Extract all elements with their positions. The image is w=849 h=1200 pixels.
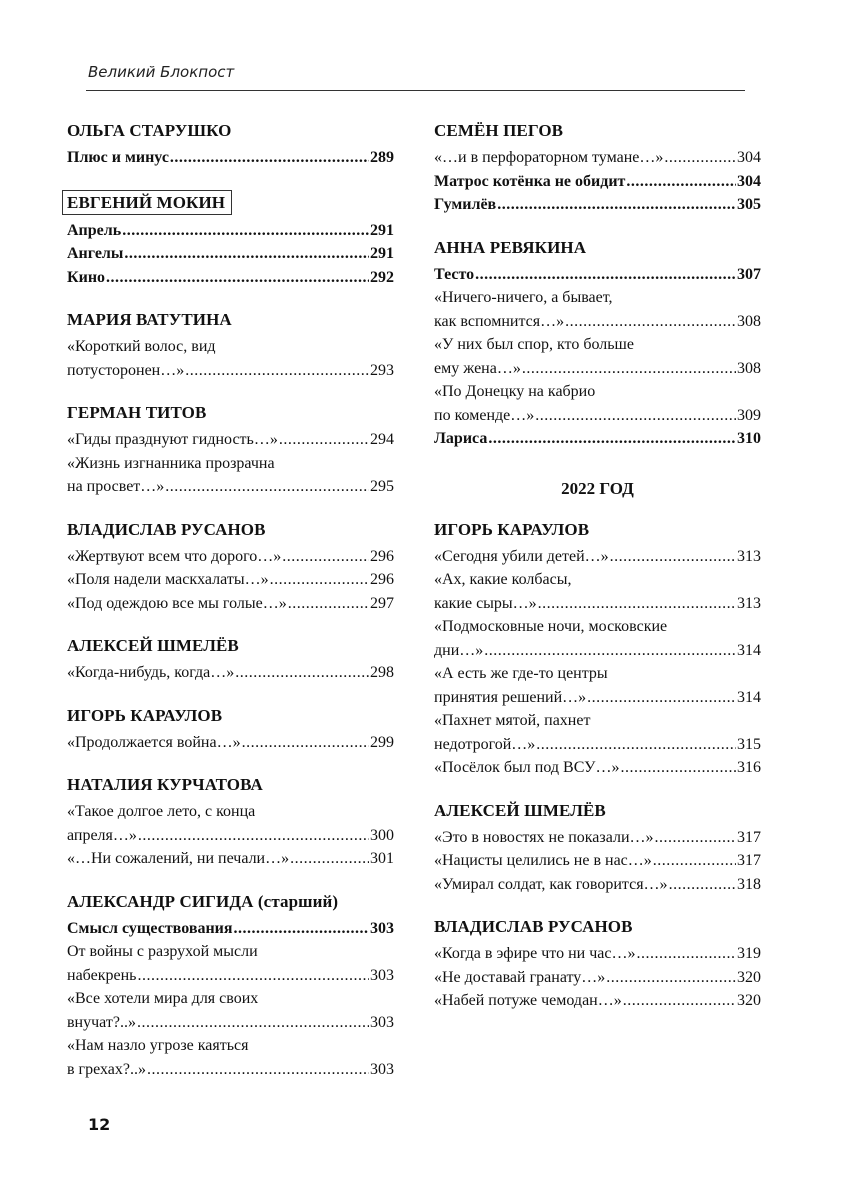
author-group: [434, 800, 761, 897]
author-name: ВЛАДИСЛАВ РУСАНОВ: [434, 917, 633, 936]
entry-title: Смысл существования: [67, 919, 233, 937]
toc-right-bottom-section: [434, 519, 761, 1013]
toc-entry[interactable]: [434, 193, 761, 217]
dot-leader: [522, 357, 736, 381]
dot-leader: [484, 639, 736, 663]
dot-leader: [475, 263, 736, 287]
entry-title: «Все хотели мира для своих: [67, 990, 259, 1007]
author-group: [434, 519, 761, 780]
entry-title: Плюс и минус: [67, 149, 169, 166]
toc-column-right: [434, 120, 761, 1033]
entry-page-number: 303: [370, 1060, 394, 1078]
entry-page-number: 317: [737, 852, 761, 869]
author-group: [67, 402, 394, 499]
entry-title: ему жена…»: [434, 359, 521, 377]
entry-title: как вспомнится…»: [434, 312, 565, 330]
entry-title: «Нацисты целились не в нас…»: [434, 852, 652, 869]
toc-entry[interactable]: [434, 545, 761, 569]
entry-title: дни…»: [434, 641, 484, 659]
author-name: АЛЕКСЕЙ ШМЕЛЁВ: [67, 636, 239, 655]
entry-page-number: 318: [737, 875, 761, 893]
entry-title: От войны с разрухой мысли: [67, 943, 258, 960]
entry-page-number: 319: [737, 945, 761, 962]
entry-page-number: 304: [737, 172, 761, 190]
author-group: [434, 120, 761, 217]
entry-title: потусторонен…»: [67, 361, 185, 379]
dot-leader: [623, 989, 736, 1013]
dot-leader: [610, 545, 736, 569]
entry-title: «А есть же где-то центры: [434, 665, 608, 682]
entry-title: «Ах, какие колбасы,: [434, 571, 572, 588]
author-name: ИГОРЬ КАРАУЛОВ: [67, 705, 223, 725]
author-name: ОЛЬГА СТАРУШКО: [67, 121, 232, 140]
author-name: АЛЕКСЕЙ ШМЕЛЁВ: [434, 800, 606, 820]
author-name: СЕМЁН ПЕГОВ: [434, 121, 564, 140]
author-name: ЕВГЕНИЙ МОКИН: [62, 190, 232, 215]
entry-page-number: 320: [737, 968, 761, 986]
entry-page-number: 313: [737, 594, 761, 612]
entry-title: «Продолжается война…»: [67, 733, 241, 751]
dot-leader: [185, 359, 369, 383]
toc-entry[interactable]: [67, 940, 394, 987]
entry-title: «…и в перфораторном тумане…»: [434, 149, 664, 166]
entry-page-number: 314: [737, 688, 761, 706]
dot-leader: [497, 193, 736, 217]
toc-entry[interactable]: [67, 428, 394, 452]
entry-page-number: 308: [737, 312, 761, 330]
entry-title: Кино: [67, 268, 106, 286]
dot-leader: [137, 964, 369, 988]
author-group: [67, 635, 394, 685]
entry-page-number: 295: [370, 478, 394, 495]
entry-page-number: 301: [370, 850, 394, 867]
entry-title: «По Донецку на кабрио: [434, 383, 596, 400]
toc-entry[interactable]: [434, 170, 761, 194]
dot-leader: [664, 146, 736, 170]
toc-entry[interactable]: [67, 987, 394, 1034]
dot-leader: [488, 427, 736, 451]
year-heading: 2022 ГОД: [561, 478, 634, 498]
entry-title: «Сегодня убили детей…»: [434, 547, 609, 565]
entry-title: «Это в новостях не показали…»: [434, 828, 654, 846]
toc-entry[interactable]: [434, 849, 761, 873]
entry-page-number: 296: [370, 547, 394, 565]
toc-entry[interactable]: [67, 146, 394, 170]
entry-title: Лариса: [434, 430, 488, 447]
dot-leader: [234, 917, 369, 941]
author-group: [67, 519, 394, 616]
entry-page-number: 303: [370, 966, 394, 984]
dot-leader: [279, 428, 369, 452]
author-name: АЛЕКСАНДР СИГИДА (старший): [67, 891, 339, 911]
entry-page-number: 289: [370, 149, 394, 166]
entry-page-number: 299: [370, 733, 394, 751]
author-group: [67, 309, 394, 382]
author-group: [434, 237, 761, 451]
author-group: [67, 190, 394, 290]
author-group: [67, 774, 394, 871]
entry-title: внучат?..»: [67, 1013, 136, 1031]
dot-leader: [138, 824, 369, 848]
entry-title: «Посёлок был под ВСУ…»: [434, 759, 620, 776]
dot-leader: [124, 242, 369, 266]
toc-entry[interactable]: [67, 242, 394, 266]
entry-title: «…Ни сожалений, ни печали…»: [67, 850, 290, 867]
entry-page-number: 291: [370, 245, 394, 262]
author-name: МАРИЯ ВАТУТИНА: [67, 310, 232, 329]
entry-title: в грехах?..»: [67, 1060, 146, 1078]
toc-entry[interactable]: [434, 427, 761, 451]
entry-title: «Набей потуже чемодан…»: [434, 992, 622, 1009]
entry-title: на просвет…»: [67, 478, 165, 495]
dot-leader: [653, 849, 736, 873]
entry-title: Матрос котёнка не обидит: [434, 172, 626, 190]
dot-leader: [137, 1011, 369, 1035]
page-number: 12: [88, 1115, 111, 1134]
entry-title: «Когда в эфире что ни час…»: [434, 945, 636, 962]
entry-page-number: 304: [737, 149, 761, 166]
entry-title: Гумилёв: [434, 196, 497, 213]
entry-page-number: 315: [737, 735, 761, 753]
entry-page-number: 296: [370, 571, 394, 588]
toc-entry[interactable]: [67, 800, 394, 847]
entry-title: по коменде…»: [434, 406, 535, 424]
entry-page-number: 297: [370, 594, 394, 612]
entry-title: набекрень: [67, 966, 137, 984]
toc-entry[interactable]: [67, 847, 394, 871]
toc-entry[interactable]: [67, 266, 394, 290]
author-group: [67, 705, 394, 755]
entry-page-number: 310: [737, 430, 761, 447]
dot-leader: [669, 873, 736, 897]
running-header-title: Великий Блокпост: [88, 63, 235, 81]
entry-page-number: 317: [737, 828, 761, 846]
entry-title: апреля…»: [67, 826, 137, 844]
entry-title: «Жертвуют всем что дорого…»: [67, 547, 282, 565]
author-name: ГЕРМАН ТИТОВ: [67, 403, 207, 422]
entry-page-number: 316: [737, 759, 761, 776]
toc-entry[interactable]: [434, 989, 761, 1013]
entry-title: «Такое долгое лето, с конца: [67, 803, 256, 820]
header-divider: [86, 90, 745, 91]
entry-title: принятия решений…»: [434, 688, 587, 706]
dot-leader: [282, 545, 369, 569]
toc-entry[interactable]: [67, 545, 394, 569]
entry-page-number: 305: [737, 196, 761, 213]
toc-entry[interactable]: [67, 592, 394, 616]
toc-entry[interactable]: [434, 615, 761, 662]
toc-entry[interactable]: [67, 568, 394, 592]
toc-entry[interactable]: [67, 917, 394, 941]
entry-title: «Гиды празднуют гидность…»: [67, 431, 278, 448]
entry-page-number: 303: [370, 1013, 394, 1031]
entry-title: «Ничего-ничего, а бывает,: [434, 289, 613, 306]
author-group: [434, 916, 761, 1013]
entry-page-number: 294: [370, 431, 394, 448]
entry-title: Тесто: [434, 265, 475, 283]
dot-leader: [242, 731, 369, 755]
entry-title: «У них был спор, кто больше: [434, 336, 634, 353]
toc-entry[interactable]: [434, 333, 761, 380]
entry-page-number: 320: [737, 992, 761, 1009]
entry-page-number: 309: [737, 406, 761, 424]
entry-page-number: 307: [737, 265, 761, 283]
dot-leader: [655, 826, 736, 850]
entry-title: «Подмосковные ночи, московские: [434, 618, 668, 635]
author-group: [67, 120, 394, 170]
entry-title: «Поля надели маскхалаты…»: [67, 571, 269, 588]
entry-page-number: 292: [370, 268, 394, 286]
toc-entry[interactable]: [434, 826, 761, 850]
toc-entry[interactable]: [434, 146, 761, 170]
entry-title: Апрель: [67, 221, 122, 239]
toc-entry[interactable]: [67, 219, 394, 243]
dot-leader: [147, 1058, 369, 1082]
entry-page-number: 291: [370, 221, 394, 239]
entry-title: какие сыры…»: [434, 594, 537, 612]
dot-leader: [636, 942, 736, 966]
toc-entry[interactable]: [67, 731, 394, 755]
dot-leader: [538, 592, 736, 616]
entry-title: «Под одеждою все мы голые…»: [67, 594, 287, 612]
dot-leader: [122, 219, 369, 243]
dot-leader: [535, 404, 736, 428]
dot-leader: [565, 310, 736, 334]
toc-entry[interactable]: [434, 568, 761, 615]
toc-column-left: [67, 120, 394, 1101]
entry-title: «Умирал солдат, как говорится…»: [434, 875, 668, 893]
dot-leader: [626, 170, 736, 194]
dot-leader: [587, 686, 736, 710]
entry-page-number: 303: [370, 919, 394, 937]
dot-leader: [288, 592, 369, 616]
dot-leader: [621, 756, 737, 780]
entry-page-number: 314: [737, 641, 761, 659]
toc-entry[interactable]: [434, 966, 761, 990]
entry-title: Ангелы: [67, 245, 124, 262]
author-group: [67, 891, 394, 1082]
dot-leader: [290, 847, 369, 871]
entry-title: «Жизнь изгнанника прозрачна: [67, 454, 275, 472]
dot-leader: [106, 266, 369, 290]
entry-title: «Когда-нибудь, когда…»: [67, 664, 235, 681]
toc-entry[interactable]: [434, 756, 761, 780]
dot-leader: [165, 475, 369, 499]
dot-leader: [235, 661, 369, 685]
toc-right-top-section: [434, 120, 761, 451]
toc-entry[interactable]: [434, 263, 761, 287]
entry-page-number: 313: [737, 547, 761, 565]
author-name: НАТАЛИЯ КУРЧАТОВА: [67, 775, 263, 794]
dot-leader: [170, 146, 369, 170]
toc-entry[interactable]: [67, 452, 394, 499]
toc-entry[interactable]: [434, 709, 761, 756]
toc-entry[interactable]: [67, 1034, 394, 1081]
toc-entry[interactable]: [434, 873, 761, 897]
dot-leader: [606, 966, 736, 990]
toc-entry[interactable]: [67, 661, 394, 685]
entry-page-number: 293: [370, 361, 394, 379]
entry-title: «Не доставай гранату…»: [434, 968, 606, 986]
toc-entry[interactable]: [434, 380, 761, 427]
dot-leader: [270, 568, 369, 592]
entry-title: «Пахнет мятой, пахнет: [434, 712, 591, 729]
toc-entry[interactable]: [434, 286, 761, 333]
entry-title: «Нам назло угрозе каяться: [67, 1037, 249, 1054]
entry-title: недотрогой…»: [434, 735, 536, 753]
author-name: ВЛАДИСЛАВ РУСАНОВ: [67, 519, 266, 539]
author-name: ИГОРЬ КАРАУЛОВ: [434, 519, 590, 539]
toc-entry[interactable]: [434, 942, 761, 966]
author-name: АННА РЕВЯКИНА: [434, 237, 587, 257]
entry-page-number: 300: [370, 826, 394, 844]
toc-entry[interactable]: [67, 335, 394, 382]
dot-leader: [536, 733, 736, 757]
toc-entry[interactable]: [434, 662, 761, 709]
entry-page-number: 298: [370, 664, 394, 681]
entry-title: «Короткий волос, вид: [67, 338, 216, 355]
entry-page-number: 308: [737, 359, 761, 377]
